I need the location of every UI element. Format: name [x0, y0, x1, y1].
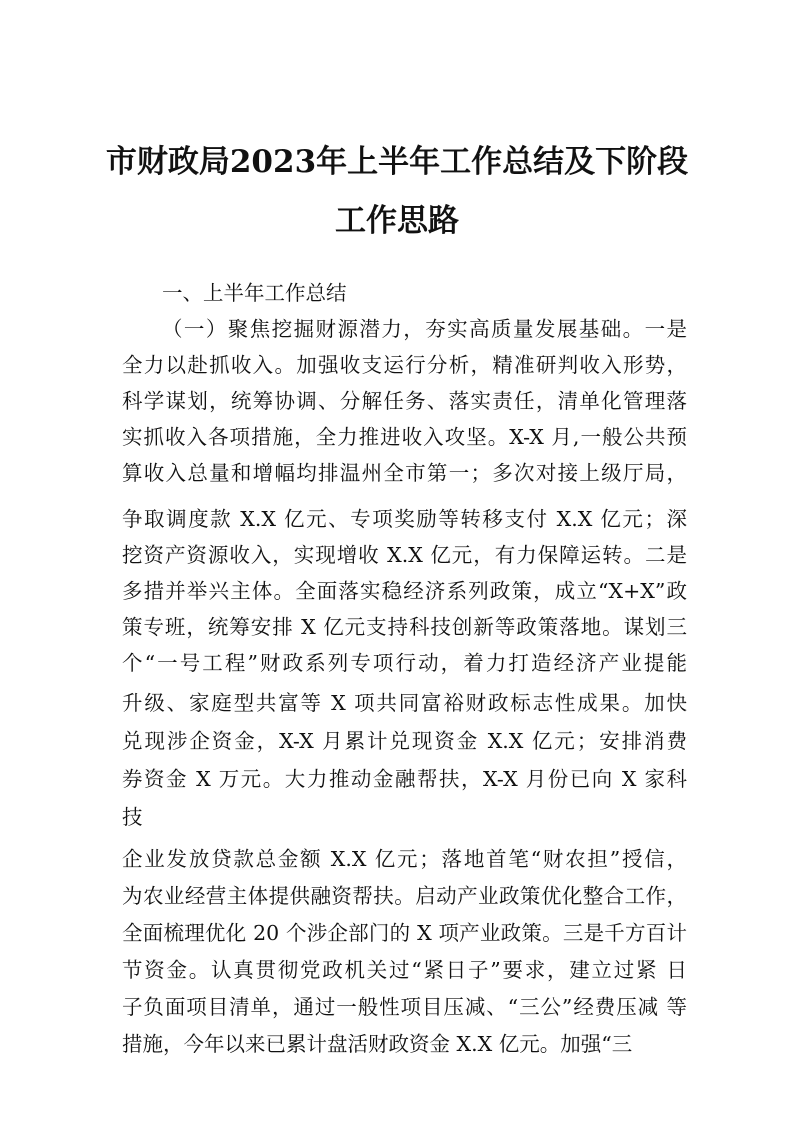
paragraph-line: 子负面项目清单，通过一般性项目压减、“三公”经费压减 等 [122, 995, 687, 1019]
paragraph-line: 全力以赴抓收入。加强收支运行分析，精准研判收入形势， [122, 353, 687, 377]
paragraph-line: 科学谋划，统筹协调、分解任务、落实责任，清单化管理落 [122, 389, 687, 413]
section-heading: 一、上半年工作总结 [162, 281, 347, 305]
document-title-line-2: 工作思路 [335, 203, 459, 239]
paragraph-line: 券资金 X 万元。大力推动金融帮扶，X-X 月份已向 X 家科 [122, 767, 687, 791]
paragraph-line: 为农业经营主体提供融资帮扶。启动产业政策优化整合工作， [122, 884, 687, 908]
paragraph-line: 挖资产资源收入，实现增收 X.X 亿元，有力保障运转。二是 [122, 543, 687, 567]
paragraph-line: 兑现涉企资金，X-X 月累计兑现资金 X.X 亿元；安排消费 [122, 729, 687, 753]
paragraph-line: 多措并举兴主体。全面落实稳经济系列政策，成立“X+X”政 [122, 579, 687, 603]
paragraph-line: 升级、家庭型共富等 X 项共同富裕财政标志性成果。加快 [122, 691, 687, 715]
paragraph-line: 节资金。认真贯彻党政机关过“紧日子”要求，建立过紧 日 [122, 958, 687, 982]
paragraph-line: 争取调度款 X.X 亿元、专项奖励等转移支付 X.X 亿元；深 [122, 507, 687, 531]
paragraph-line: 企业发放贷款总金额 X.X 亿元；落地首笔“财农担”授信， [122, 847, 687, 871]
paragraph-line: 算收入总量和增幅均排温州全市第一；多次对接上级厅局， [122, 461, 687, 485]
paragraph-line: 全面梳理优化 20 个涉企部门的 X 项产业政策。三是千方百计 [122, 921, 687, 945]
paragraph-line: 策专班，统筹安排 X 亿元支持科技创新等政策落地。谋划三 [122, 615, 687, 639]
paragraph-line: 技 [122, 805, 143, 829]
paragraph-line: （一）聚焦挖掘财源潜力，夯实高质量发展基础。一是 [162, 317, 687, 341]
document-title-line-1: 市财政局2023年上半年工作总结及下阶段 [105, 144, 689, 180]
paragraph-line: 措施，今年以来已累计盘活财政资金 X.X 亿元。加强“三 [122, 1032, 633, 1056]
paragraph-line: 个“一号工程”财政系列专项行动，着力打造经济产业提能 [122, 651, 687, 675]
paragraph-line: 实抓收入各项措施，全力推进收入攻坚。X-X 月,一般公共预 [122, 425, 687, 449]
